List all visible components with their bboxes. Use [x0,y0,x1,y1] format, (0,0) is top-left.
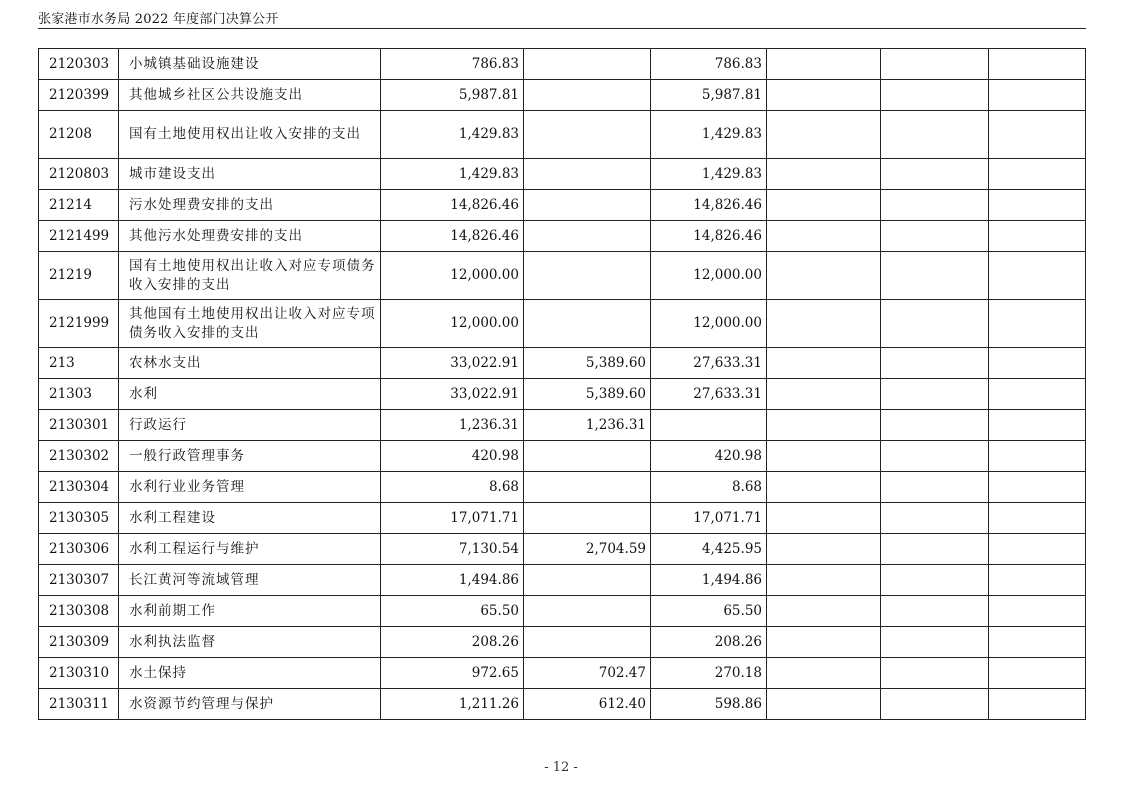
cell-code: 2130306 [39,534,119,565]
cell-basic-expenditure [524,190,651,221]
cell-basic-expenditure: 5,389.60 [524,348,651,379]
cell-basic-expenditure: 2,704.59 [524,534,651,565]
table-row [39,658,1086,689]
cell-basic-expenditure [524,503,651,534]
cell-item-name: 水利前期工作 [119,596,381,627]
cell-col5 [767,221,881,252]
table-row [39,534,1086,565]
cell-code: 213 [39,348,119,379]
cell-col6 [881,596,989,627]
cell-col7 [989,49,1086,80]
cell-col5 [767,80,881,111]
cell-total: 420.98 [381,441,524,472]
table-row [39,472,1086,503]
cell-col6 [881,627,989,658]
cell-item-name: 小城镇基础设施建设 [119,49,381,80]
cell-item-name: 其他污水处理费安排的支出 [119,221,381,252]
cell-col5 [767,111,881,159]
cell-basic-expenditure [524,80,651,111]
cell-item-name: 水利行业业务管理 [119,472,381,503]
cell-col7 [989,534,1086,565]
cell-col7 [989,80,1086,111]
cell-col6 [881,49,989,80]
cell-total: 972.65 [381,658,524,689]
cell-col7 [989,379,1086,410]
cell-basic-expenditure [524,111,651,159]
cell-col6 [881,534,989,565]
cell-total: 7,130.54 [381,534,524,565]
cell-code: 21214 [39,190,119,221]
cell-basic-expenditure [524,252,651,300]
cell-code: 21303 [39,379,119,410]
cell-col5 [767,565,881,596]
cell-col7 [989,503,1086,534]
cell-col6 [881,503,989,534]
cell-project-expenditure: 270.18 [651,658,767,689]
cell-col6 [881,190,989,221]
cell-item-name: 农林水支出 [119,348,381,379]
cell-col6 [881,565,989,596]
page-number: - 12 - [544,760,578,775]
cell-col7 [989,596,1086,627]
cell-col6 [881,410,989,441]
budget-table [38,48,1086,720]
table-row [39,627,1086,658]
cell-project-expenditure: 5,987.81 [651,80,767,111]
table-row [39,565,1086,596]
cell-project-expenditure: 8.68 [651,472,767,503]
cell-col5 [767,534,881,565]
table-body [39,49,1086,720]
cell-project-expenditure: 17,071.71 [651,503,767,534]
cell-col6 [881,252,989,300]
table-row [39,689,1086,720]
cell-col6 [881,111,989,159]
cell-project-expenditure: 27,633.31 [651,379,767,410]
cell-project-expenditure: 1,494.86 [651,565,767,596]
table-row [39,503,1086,534]
cell-basic-expenditure: 612.40 [524,689,651,720]
cell-item-name: 行政运行 [119,410,381,441]
cell-project-expenditure: 12,000.00 [651,252,767,300]
cell-item-name: 其他城乡社区公共设施支出 [119,80,381,111]
cell-col5 [767,689,881,720]
cell-code: 2130311 [39,689,119,720]
header-divider [38,28,1086,29]
cell-project-expenditure: 4,425.95 [651,534,767,565]
cell-col5 [767,627,881,658]
cell-item-name: 水土保持 [119,658,381,689]
cell-col7 [989,658,1086,689]
cell-col5 [767,503,881,534]
cell-project-expenditure: 598.86 [651,689,767,720]
table-row [39,221,1086,252]
cell-project-expenditure: 1,429.83 [651,111,767,159]
cell-basic-expenditure [524,627,651,658]
cell-project-expenditure: 14,826.46 [651,221,767,252]
cell-project-expenditure: 65.50 [651,596,767,627]
cell-total: 14,826.46 [381,221,524,252]
cell-total: 1,236.31 [381,410,524,441]
cell-item-name: 水利执法监督 [119,627,381,658]
cell-code: 2121499 [39,221,119,252]
cell-col7 [989,565,1086,596]
cell-item-name: 一般行政管理事务 [119,441,381,472]
cell-col5 [767,596,881,627]
cell-col6 [881,658,989,689]
table-row [39,596,1086,627]
cell-basic-expenditure [524,565,651,596]
cell-col6 [881,221,989,252]
cell-col5 [767,190,881,221]
cell-col5 [767,472,881,503]
cell-col7 [989,472,1086,503]
cell-project-expenditure: 1,429.83 [651,159,767,190]
cell-code: 21208 [39,111,119,159]
cell-col7 [989,190,1086,221]
cell-col6 [881,689,989,720]
cell-total: 786.83 [381,49,524,80]
cell-total: 14,826.46 [381,190,524,221]
cell-total: 1,494.86 [381,565,524,596]
cell-project-expenditure: 12,000.00 [651,300,767,348]
cell-basic-expenditure [524,159,651,190]
cell-basic-expenditure [524,441,651,472]
cell-col7 [989,410,1086,441]
cell-col5 [767,441,881,472]
cell-code: 2130308 [39,596,119,627]
cell-total: 33,022.91 [381,379,524,410]
cell-total: 208.26 [381,627,524,658]
cell-col5 [767,159,881,190]
cell-code: 2121999 [39,300,119,348]
cell-col7 [989,441,1086,472]
cell-total: 1,429.83 [381,111,524,159]
cell-col5 [767,379,881,410]
cell-col6 [881,441,989,472]
cell-col7 [989,111,1086,159]
cell-total: 17,071.71 [381,503,524,534]
cell-project-expenditure: 786.83 [651,49,767,80]
cell-col7 [989,348,1086,379]
cell-total: 65.50 [381,596,524,627]
cell-col6 [881,80,989,111]
cell-code: 2120803 [39,159,119,190]
cell-basic-expenditure [524,300,651,348]
cell-project-expenditure: 420.98 [651,441,767,472]
cell-col7 [989,627,1086,658]
cell-code: 2130310 [39,658,119,689]
cell-code: 2130305 [39,503,119,534]
cell-item-name: 污水处理费安排的支出 [119,190,381,221]
cell-col7 [989,300,1086,348]
cell-basic-expenditure: 702.47 [524,658,651,689]
table-row [39,80,1086,111]
cell-project-expenditure: 208.26 [651,627,767,658]
cell-col7 [989,689,1086,720]
cell-total: 33,022.91 [381,348,524,379]
cell-code: 2130301 [39,410,119,441]
cell-item-name: 水利 [119,379,381,410]
cell-col7 [989,159,1086,190]
table-row [39,410,1086,441]
cell-total: 5,987.81 [381,80,524,111]
cell-col5 [767,658,881,689]
table-row [39,111,1086,159]
cell-total: 1,211.26 [381,689,524,720]
table-row [39,379,1086,410]
cell-col6 [881,348,989,379]
cell-col5 [767,348,881,379]
cell-code: 2130304 [39,472,119,503]
table-row [39,190,1086,221]
cell-col6 [881,472,989,503]
cell-code: 2130309 [39,627,119,658]
cell-total: 8.68 [381,472,524,503]
cell-basic-expenditure [524,49,651,80]
cell-col6 [881,159,989,190]
cell-code: 21219 [39,252,119,300]
cell-col7 [989,252,1086,300]
cell-col6 [881,300,989,348]
cell-col5 [767,300,881,348]
table-row [39,252,1086,300]
cell-item-name: 水利工程建设 [119,503,381,534]
cell-item-name: 其他国有土地使用权出让收入对应专项债务收入安排的支出 [119,300,381,348]
cell-item-name: 国有土地使用权出让收入对应专项债务收入安排的支出 [119,252,381,300]
cell-item-name: 长江黄河等流域管理 [119,565,381,596]
cell-project-expenditure [651,410,767,441]
cell-code: 2120303 [39,49,119,80]
cell-code: 2130302 [39,441,119,472]
table-row [39,49,1086,80]
cell-basic-expenditure [524,472,651,503]
cell-total: 12,000.00 [381,252,524,300]
cell-item-name: 水利工程运行与维护 [119,534,381,565]
cell-code: 2130307 [39,565,119,596]
cell-col5 [767,252,881,300]
cell-basic-expenditure [524,596,651,627]
cell-item-name: 国有土地使用权出让收入安排的支出 [119,111,381,159]
cell-item-name: 城市建设支出 [119,159,381,190]
cell-col7 [989,221,1086,252]
cell-basic-expenditure [524,221,651,252]
cell-total: 12,000.00 [381,300,524,348]
table-row [39,348,1086,379]
table-row [39,441,1086,472]
cell-basic-expenditure: 5,389.60 [524,379,651,410]
document-header-title: 张家港市水务局 2022 年度部门决算公开 [38,12,279,27]
cell-col5 [767,49,881,80]
cell-project-expenditure: 14,826.46 [651,190,767,221]
cell-total: 1,429.83 [381,159,524,190]
cell-code: 2120399 [39,80,119,111]
cell-project-expenditure: 27,633.31 [651,348,767,379]
cell-col5 [767,410,881,441]
cell-basic-expenditure: 1,236.31 [524,410,651,441]
table-row [39,300,1086,348]
table-row [39,159,1086,190]
cell-item-name: 水资源节约管理与保护 [119,689,381,720]
cell-col6 [881,379,989,410]
